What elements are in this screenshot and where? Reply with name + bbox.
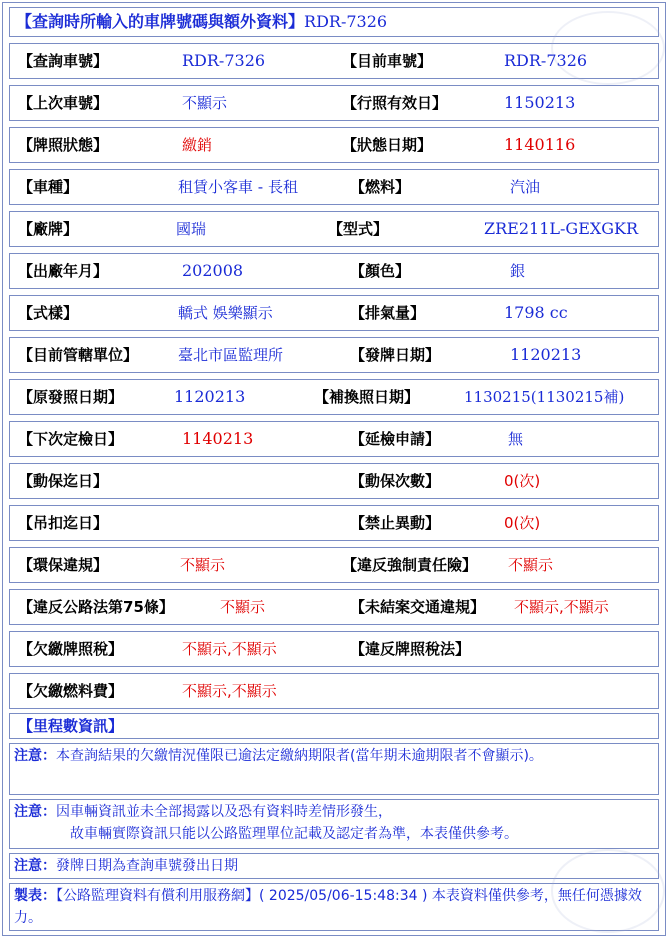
label-reissue-date: 【補換照日期】: [314, 388, 420, 406]
label-model: 【型式】: [328, 220, 389, 238]
label-compulsory-insurance-violation: 【違反強制責任險】: [342, 556, 478, 574]
row-unpaid-license-tax: [9, 631, 659, 667]
note-text: 本查詢結果的欠繳情況僅限已逾法定繳納期限者(當年期未逾期限者不會顯示)。: [56, 748, 543, 764]
label-vehicle-type: 【車種】: [18, 178, 79, 196]
row-jurisdiction: [9, 337, 659, 373]
value-highway-act-violation: 不顯示: [220, 598, 266, 616]
query-title: [9, 7, 659, 37]
value-reissue-date: 1130215(1130215補): [464, 388, 625, 406]
label-status-date: 【狀態日期】: [342, 136, 433, 154]
report-frame: [2, 2, 666, 936]
query-title-plate: RDR-7326: [304, 12, 388, 31]
note-generated-by: [9, 883, 659, 931]
label-unpaid-license-tax: 【欠繳牌照稅】: [18, 640, 124, 658]
label-current-plate: 【目前車號】: [342, 52, 433, 70]
value-unpaid-fuel-fee: 不顯示,不顯示: [182, 682, 277, 700]
label-transfer-ban: 【禁止異動】: [350, 514, 441, 532]
value-body-style: 轎式 娛樂顯示: [178, 304, 273, 322]
label-previous-plate: 【上次車號】: [18, 94, 109, 112]
note-label: 製表：: [14, 888, 56, 904]
value-next-inspection: 1140213: [182, 429, 254, 448]
label-plate-status: 【牌照狀態】: [18, 136, 109, 154]
row-body-style: [9, 295, 659, 331]
value-vehicle-type: 租賃小客車 - 長租: [178, 178, 298, 196]
label-displacement: 【排氣量】: [350, 304, 426, 322]
value-fuel: 汽油: [510, 178, 541, 196]
value-previous-plate: 不顯示: [182, 94, 228, 112]
query-title-label: 【查詢時所輸入的車牌號碼與額外資料】: [16, 12, 305, 31]
label-color: 【顏色】: [350, 262, 411, 280]
label-chattel-mortgage-end: 【動保迄日】: [18, 472, 109, 490]
value-plate-status: 繳銷: [182, 136, 213, 154]
row-previous-plate: [9, 85, 659, 121]
label-jurisdiction: 【目前管轄單位】: [18, 346, 139, 364]
value-license-valid-date: 1150213: [504, 93, 576, 112]
row-plate-status: [9, 127, 659, 163]
value-plate-issue-date: 1120213: [510, 345, 582, 364]
value-unsettled-traffic-violation: 不顯示,不顯示: [514, 598, 609, 616]
note-label: 注意：: [14, 748, 56, 764]
row-suspension-end: [9, 505, 659, 541]
value-manufacture-date: 202008: [182, 261, 244, 280]
row-original-license-date: [9, 379, 659, 415]
label-chattel-mortgage-count: 【動保次數】: [350, 472, 441, 490]
label-highway-act-violation: 【違反公路法第75條】: [18, 598, 174, 616]
label-suspension-end: 【吊扣迄日】: [18, 514, 109, 532]
label-inspection-extension: 【延檢申請】: [350, 430, 441, 448]
note-text-line2: 故車輛實際資訊只能以公路監理單位記載及認定者為準，本表僅供參考。: [70, 826, 518, 842]
row-environmental-violation: [9, 547, 659, 583]
value-displacement: 1798 cc: [504, 303, 568, 322]
note-text-line1: 因車輛資訊並未全部揭露以及恐有資料時差情形發生，: [56, 804, 392, 820]
label-license-valid-date: 【行照有效日】: [342, 94, 448, 112]
label-query-plate: 【查詢車號】: [18, 52, 109, 70]
row-highway-act-violation: [9, 589, 659, 625]
label-plate-issue-date: 【發牌日期】: [350, 346, 441, 364]
value-original-license-date: 1120213: [174, 387, 246, 406]
note-text: 【公路監理資料有償利用服務網】( 2025/05/06-15:48:34 ) 本表資料僅供參考，無任何憑據效力。: [14, 888, 642, 926]
value-jurisdiction: 臺北市區監理所: [178, 346, 284, 364]
value-status-date: 1140116: [504, 135, 576, 154]
note-issue-date: [9, 853, 659, 879]
value-current-plate: RDR-7326: [504, 51, 588, 70]
label-license-tax-violation: 【違反牌照稅法】: [350, 640, 471, 658]
value-transfer-ban: 0(次): [504, 514, 541, 532]
note-text: 發牌日期為查詢車號發出日期: [56, 858, 238, 874]
value-model: ZRE211L-GEXGKR: [484, 219, 639, 238]
note-label: 注意：: [14, 858, 56, 874]
row-brand: [9, 211, 659, 247]
label-brand: 【廠牌】: [18, 220, 79, 238]
row-unpaid-fuel-fee: [9, 673, 659, 709]
value-compulsory-insurance-violation: 不顯示: [508, 556, 554, 574]
value-environmental-violation: 不顯示: [180, 556, 226, 574]
value-color: 銀: [510, 262, 526, 280]
row-vehicle-type: [9, 169, 659, 205]
note-disclaimer: [9, 799, 659, 849]
label-environmental-violation: 【環保違規】: [18, 556, 109, 574]
note-arrears: [9, 743, 659, 795]
note-label: 注意：: [14, 804, 56, 820]
label-next-inspection: 【下次定檢日】: [18, 430, 124, 448]
value-query-plate: RDR-7326: [182, 51, 266, 70]
row-next-inspection: [9, 421, 659, 457]
label-fuel: 【燃料】: [350, 178, 411, 196]
label-original-license-date: 【原發照日期】: [18, 388, 124, 406]
value-chattel-mortgage-count: 0(次): [504, 472, 541, 490]
label-unsettled-traffic-violation: 【未結案交通違規】: [350, 598, 486, 616]
row-manufacture-date: [9, 253, 659, 289]
label-unpaid-fuel-fee: 【欠繳燃料費】: [18, 682, 124, 700]
label-manufacture-date: 【出廠年月】: [18, 262, 109, 280]
value-inspection-extension: 無: [508, 430, 524, 448]
mileage-section-header: 【里程數資訊】: [9, 713, 659, 739]
label-body-style: 【式樣】: [18, 304, 79, 322]
row-chattel-mortgage-end: [9, 463, 659, 499]
value-brand: 國瑞: [176, 220, 207, 238]
row-plate: [9, 43, 659, 79]
value-unpaid-license-tax: 不顯示,不顯示: [182, 640, 277, 658]
